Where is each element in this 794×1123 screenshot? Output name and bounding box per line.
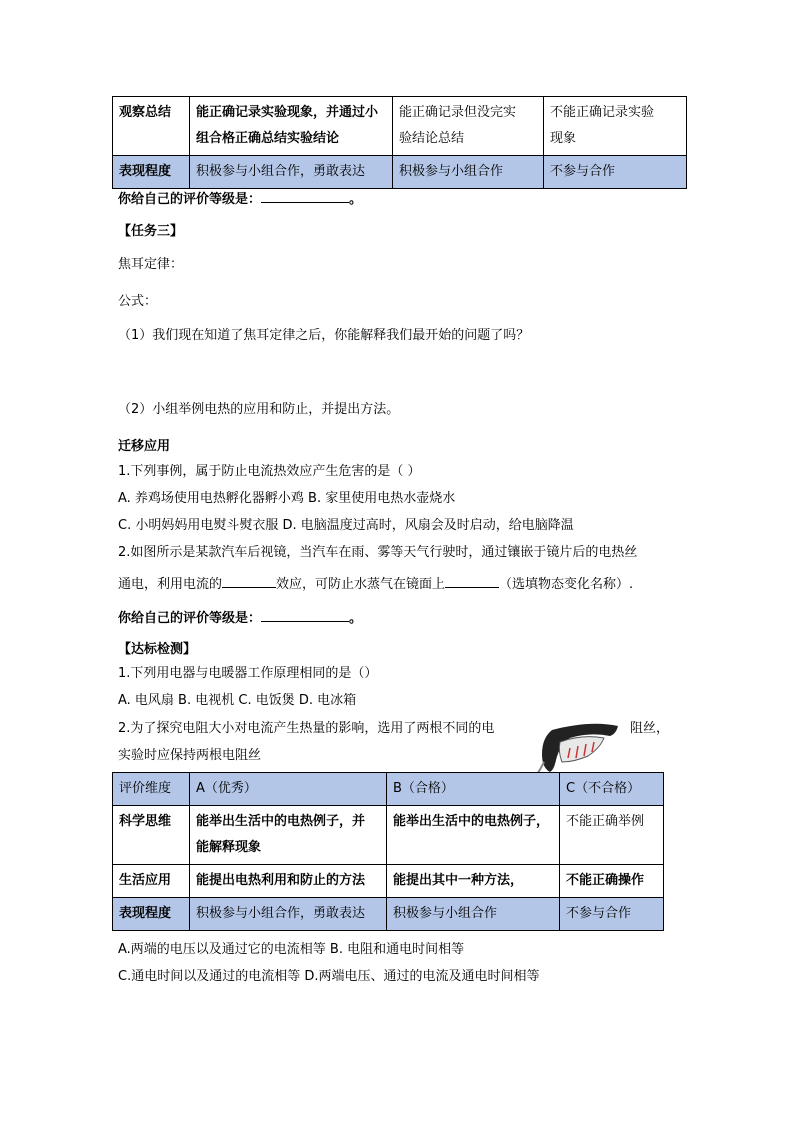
task3-question-1: （1）我们现在知道了焦耳定律之后，你能解释我们最开始的问题了吗？ (118, 328, 530, 343)
table-cell: 积极参与小组合作 (393, 156, 544, 189)
table-cell: 表现程度 (113, 156, 190, 189)
check-question-2-line1-tail: 阻丝， (630, 721, 670, 736)
task3-heading: 【任务三】 (118, 224, 184, 239)
table-cell: 生活应用 (113, 865, 190, 898)
table-cell: 不参与合作 (544, 156, 687, 189)
table-cell: 不能正确操作 (560, 865, 664, 898)
cell-text: 组合格正确总结实验结论 (196, 131, 340, 146)
cell-text: 现象 (550, 131, 577, 146)
self-evaluation-label: 你给自己的评价等级是： (118, 611, 262, 626)
task3-question-2: （2）小组举例电热的应用和防止，并提出方法。 (118, 402, 400, 417)
table-cell: 能提出其中一种方法， (387, 865, 560, 898)
joule-law-label: 焦耳定律： (118, 257, 184, 272)
self-evaluation-suffix: 。 (349, 192, 363, 207)
self-evaluation-1 (118, 188, 362, 207)
cell-text: 不能正确记录实验 (550, 105, 655, 120)
car-mirror-image (530, 718, 624, 778)
table-cell: 不能正确举例 (560, 806, 664, 865)
table-header-cell: 评价维度 (113, 773, 190, 806)
table-cell: 能提出电热利用和防止的方法 (190, 865, 387, 898)
transfer-question-2-line2 (118, 573, 633, 592)
check-question-2-line2: 实验时应保持两根电阻丝 (118, 748, 262, 763)
self-evaluation-blank[interactable] (261, 188, 349, 203)
q2-text: 通电，利用电流的 (118, 577, 223, 592)
table-header-cell: C（不合格） (560, 773, 664, 806)
table-header-cell: A（优秀） (190, 773, 387, 806)
table-cell: 积极参与小组合作 (387, 898, 560, 931)
table-row (113, 97, 687, 156)
table-row (113, 898, 664, 931)
cell-text: 观察总结 (119, 105, 172, 120)
q2-hint: （选填物态变化名称） (499, 577, 630, 592)
check-q2-options-cd: C.通电时间以及通过的电流相等 D.两端电压、通过的电流及通电时间相等 (118, 969, 540, 984)
table-cell: 表现程度 (113, 898, 190, 931)
table-cell: 不参与合作 (560, 898, 664, 931)
self-evaluation-2 (118, 607, 362, 626)
table-cell: 积极参与小组合作，勇敢表达 (190, 156, 393, 189)
table-row (113, 806, 664, 865)
table-header-row (113, 773, 664, 806)
evaluation-table-2 (112, 772, 664, 931)
self-evaluation-blank[interactable] (261, 607, 349, 622)
check-heading: 【达标检测】 (118, 642, 197, 657)
q2-text: 效应，可防止水蒸气在镜面上 (276, 577, 446, 592)
check-question-2-line1: 2.为了探究电阻大小对电流产生热量的影响，选用了两根不同的电 (118, 721, 495, 736)
table-header-cell: B（合格） (387, 773, 560, 806)
check-q2-options-ab: A.两端的电压以及通过它的电流相等 B. 电阻和通电时间相等 (118, 942, 465, 957)
cell-text: 能正确记录实验现象，并通过小 (196, 105, 379, 120)
transfer-question-1: 1.下列事例，属于防止电流热效应产生危害的是（ ） (118, 464, 421, 479)
transfer-q1-options-cd: C. 小明妈妈用电熨斗熨衣服 D. 电脑温度过高时，风扇会及时启动，给电脑降温 (118, 518, 574, 533)
table-row (113, 865, 664, 898)
table-cell (113, 97, 190, 156)
cell-text: 验结论总结 (399, 131, 465, 146)
transfer-heading: 迁移应用 (118, 439, 171, 454)
table-cell: 积极参与小组合作，勇敢表达 (190, 898, 387, 931)
answer-blank[interactable] (445, 573, 499, 588)
table-cell (190, 806, 387, 865)
table-row (113, 156, 687, 189)
answer-blank[interactable] (222, 573, 276, 588)
cell-text: 能正确记录但没完实 (399, 105, 517, 120)
transfer-q1-options-ab: A. 养鸡场使用电热孵化器孵小鸡 B. 家里使用电热水壶烧水 (118, 491, 456, 506)
cell-text: 能解释现象 (196, 840, 262, 855)
self-evaluation-label: 你给自己的评价等级是： (118, 192, 262, 207)
transfer-question-2-line1: 2.如图所示是某款汽车后视镜，当汽车在雨、雾等天气行驶时，通过镶嵌于镜片后的电热丝 (118, 545, 638, 560)
table-cell (393, 97, 544, 156)
evaluation-table-1 (112, 96, 687, 189)
table-cell (544, 97, 687, 156)
table-cell: 能举出生活中的电热例子， (387, 806, 560, 865)
check-question-1: 1.下列用电器与电暖器工作原理相同的是（） (118, 666, 378, 681)
table-cell (190, 97, 393, 156)
formula-label: 公式： (118, 294, 158, 309)
self-evaluation-suffix: 。 (349, 611, 363, 626)
table-cell: 科学思维 (113, 806, 190, 865)
check-q1-options: A. 电风扇 B. 电视机 C. 电饭煲 D. 电冰箱 (118, 693, 357, 708)
cell-text: 能举出生活中的电热例子，并 (196, 814, 366, 829)
q2-text: . (629, 577, 634, 592)
